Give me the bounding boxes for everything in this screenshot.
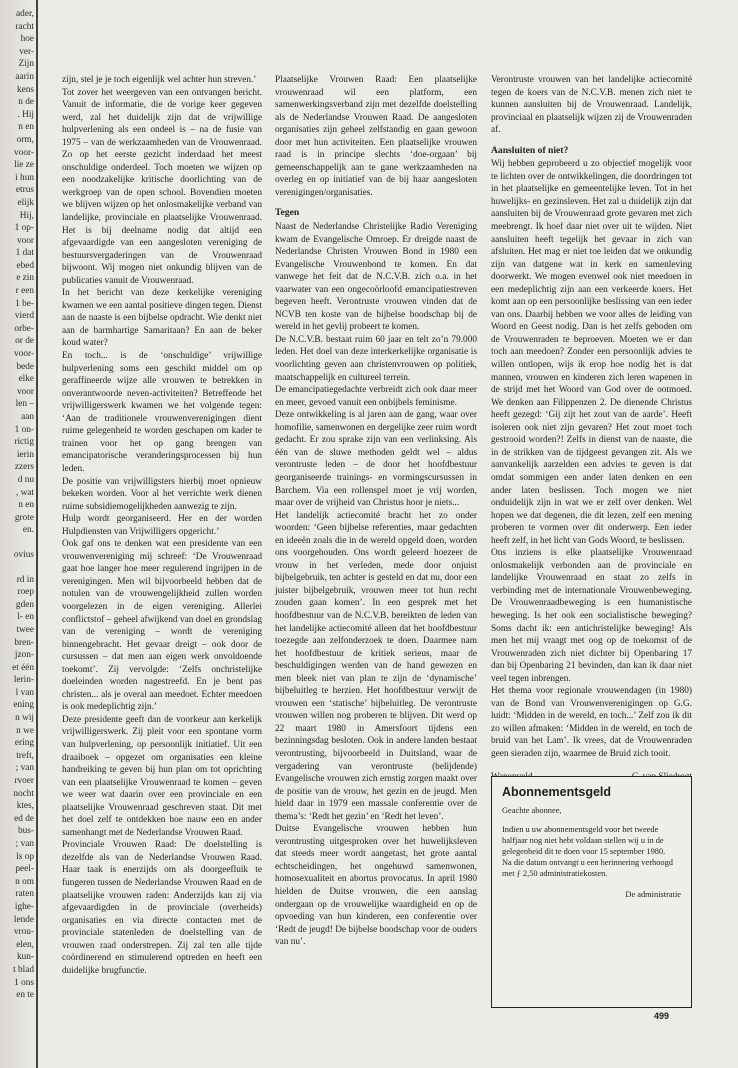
paragraph: Het thema voor regionale vrouwendagen (in 1980) van de Bond van Vrouwenverenigingen op G.G. luidt: ‘Midden in de wereld, en toch...’ Zelf zou ik dit zo willen afmaken: ‘Midden in de wereld, en toch de bruid van het Lam’. Ik vrees, dat de Vrouwenraden geen sieraden zijn, waarmee de Bruid zich tooit. [491, 686, 692, 759]
paragraph: De positie van vrijwilligsters hierbij moet opnieuw bekeken worden. Voor al het verrichte werk dienen ruime subsidiemogelijkheden aanwezig te zijn. [62, 476, 262, 512]
previous-page-edge-text [0, 8, 34, 1008]
edge-text-line: aan [21, 412, 34, 422]
edge-text-line: en. [22, 525, 34, 536]
edge-text-line: ering [14, 738, 34, 749]
paragraph: Duitse Evangelische vrouwen hebben hun verontrusting uitgesproken over het huwelijksleven dat steeds meer wordt aangetast, het grote aantal echtscheidingen, het ongehuwd samenwonen, homosexualiteit en abortus provocatus. In april 1980 hielden de Duitse vrouwen, die een aanslag ondergaan op de vrouwelijke waardigheid en op de opvoeding van hun kinderen, een conferentie over ‘Redt de jeugd! De bijbelse boodschap voor de ouders van nu’. [275, 824, 477, 948]
edge-text-line: elen, [16, 939, 34, 950]
edge-text-line: n wij [15, 713, 34, 724]
paragraph: Ook gaf ons te denken wat een presidente van een vrouwenvereniging mij schreef: ‘De Vrouwenraad gaat hoe langer hoe meer regulerend ingrijpen in de verenigingen. Men wil bijvoorbeeld hebben dat de notulen van de vrouwengelijkheid zullen worden voorgelezen in de eigen vereniging. Allerlei conflictstof – geheel afwijkend van doel en grondslag van de vereniging – wordt de vereniging binnengebracht. Het gevaar dreigt – ook door de cursussen – dat men aan eigen werk onvoldoende toekomt’. Zij vervolgde: ‘Zelfs onchristelijke doeleinden worden nagestreefd. En je bent pas christen... als je overal aan meedoet. Echter meedoen is ook medeplichtig zijn.’ [62, 539, 262, 713]
page-number: 499 [654, 1011, 670, 1021]
edge-text-line: . Hij [17, 109, 34, 120]
paragraph: Hulp wordt georganiseerd. Her en der worden Hulpdiensten van Vrijwilligers opgericht.’ [62, 514, 262, 537]
notice-body-reminder: Na die datum ontvangt u een herinnering verhoogd met ƒ 2,50 administratiekosten. [502, 858, 673, 878]
edge-text-line: ; van [15, 763, 34, 774]
edge-text-line: bede [16, 361, 34, 372]
article-column-1 [62, 74, 262, 977]
edge-text-line: voor [16, 386, 34, 397]
edge-text-line: jzon- [14, 650, 34, 661]
edge-text-line: ovius [13, 549, 34, 560]
edge-text-line: aarin [15, 71, 34, 82]
edge-text-line: zzers [14, 462, 34, 473]
edge-text-line: ierin [16, 449, 34, 460]
edge-text-line: peel- [15, 864, 34, 875]
edge-text-line: len – [15, 399, 34, 410]
edge-text-line: Zijn [18, 59, 34, 70]
edge-text-line: n we [16, 725, 34, 736]
edge-text-line: en te [16, 990, 34, 1001]
edge-text-line: voor [16, 235, 34, 246]
article-column-2 [275, 74, 477, 949]
edge-text-line: nocht [13, 788, 34, 799]
edge-text-line: n en [18, 500, 34, 511]
edge-text-line: elijk [17, 197, 34, 208]
edge-text-line: bus- [17, 826, 34, 837]
edge-text-line: ighe- [14, 901, 34, 912]
paragraph: Provinciale Vrouwen Raad: De doelstelling is dezelfde als van de Nederlandse Vrouwen Raad. Haar taak is enerzijds om als doorgeefluik te fungeren tussen de Nederlandse Vrouwen Raad en de plaatselijke vrouwen raden: Anderzijds kan zij via afgevaardigden in de provinciale (overheids) organisaties en via directe contacten met de provinciale statenleden de doelstelling van de vrouwen raad onderstrepen. Zij zal ten alle tijde coördinerend en stimulerend optreden en heeft een duidelijke brugfunctie. [62, 840, 262, 976]
paragraph: De emancipatiegedachte verbreidt zich ook daar meer en meer, gevoed vanuit een onbijbels feminisme. [275, 385, 477, 408]
notice-body-payment: Indien u uw abonnementsgeld voor het tweede halfjaar nog niet hebt voldaan stellen wij u in de gelegenheid dit te doen voor 15 september 1980. [502, 825, 666, 856]
section-heading-aansluiten: Aansluiten of niet? [491, 144, 569, 156]
edge-text-line: et één [12, 662, 34, 673]
edge-text-line: grote [14, 512, 34, 523]
edge-text-line: l van [15, 687, 34, 698]
edge-text-line: ed de [14, 813, 34, 824]
edge-text-line: ver- [19, 46, 34, 57]
edge-text-line: 1 on- [14, 424, 34, 435]
edge-text-line: twee [16, 624, 34, 635]
edge-text-line [0, 537, 34, 549]
paragraph: Wij hebben geprobeerd u zo objectief mogelijk voor te lichten over de ontwikkelingen, die doordringen tot in het plaatselijke en gemeentelijke leven. Tot in het huwelijks- en gezinsleven. Het zal u duidelijk zijn dat aansluiten bij de Vrouwenraad grote gevaren met zich meebrengt. Ik hoef daar niet over uit te wijden. Niet aansluiten heeft tegelijk het gevaar in zich van afsluiten. Het mag er niet toe leiden dat we onkundig zijn van datgene wat in kerk en samenleving doorwerkt. We mogen evenwel ook niet meedoen in een medeplichtig zijn aan een verkeerde koers. Het komt aan op een persoonlijke beslissing van een ieder van ons. Daarbij hebben we voor alles de leiding van Woord en Geest nodig. Dan is het zelfs geboden om de Vrouwenraden te beproeven. Moeten we er dan toch aan meedoen? Zonder een persoonlijk advies te willen ontlopen, wijs ik erop hoe nodig het is dat mannen, vrouwen en kinderen zich leren wapenen in de strijd met het Woord van God over de ootmoed. We denken aan Filippenzen 2. De dienende Christus heeft gezegd: ‘Gij zijt het zout van de aarde’. Heeft isoleren ook niet zijn gevaren? Het zout moet toch gestrooid worden?! Zelfs in dienst van de naaste, die in de strikken van de tijdgeest gevangen zit. Als we aanvankelijk aarzelden een advies te geven is dat omdat sommigen een ander laten denken en een ander laten beslissen. Toch mogen we niet onduidelijk zijn in wat we er zelf over denken. Wel hopen we dat degenen, die dit lezen, zelf een mening proberen te vormen over dit onderwerp. Een ieder heeft zelf, in het licht van Gods Woord, te beslissen. [491, 159, 692, 546]
edge-text-line: vierd [14, 311, 34, 322]
section-heading-tegen: Tegen [275, 207, 300, 219]
edge-text-line: lerin- [13, 675, 34, 686]
notice-title: Abonnementsgeld [502, 785, 612, 799]
paragraph: zijn, stel je je toch eigenlijk wel achter hun streven.’ [62, 75, 257, 85]
edge-text-line: elke [18, 374, 34, 385]
edge-text-line: 1 ons [14, 977, 34, 988]
edge-text-line: n om [15, 876, 34, 887]
edge-text-line: hoe [20, 34, 34, 45]
edge-text-line: , wat [15, 487, 34, 498]
edge-text-line: vrou- [13, 927, 34, 938]
edge-text-line: 1 be- [15, 298, 34, 309]
edge-text-line: ebed [16, 260, 34, 271]
edge-text-line: etrus [15, 185, 34, 196]
paragraph: Ons inziens is elke plaatselijke Vrouwenraad onlosmakelijk verbonden aan de provinciale en landelijke Vrouwenraad en staat zo zelfs in verbinding met de internationale Vrouwenbeweging. De Vrouwenraadbeweging is een humanistische beweging. Is het ook een socialistische beweging? Soms dacht ik: een antichristelijke beweging! Als men het mij vraagt met oog op de toekomst of de Vrouwenraden zich niet dichter bij Openbaring 17 dan bij Openbaring 21 bevinden, dan kan ik daar niet veel tegen inbrengen. [491, 548, 692, 684]
col2-intro-paragraphs [275, 74, 477, 199]
edge-text-line: raten [15, 889, 34, 900]
paragraph: Deze presidente geeft dan de voorkeur aan kerkelijk vrijwilligerswerk. Zij pleit voor een spontane vorm van hulpverlening, op persoonlijk initiatief. Uit een draaiboek – opgezet om organisaties een kleine handreiking te geven bij hun plan om tot oprichting van een plaatselijke Vrouwenraad te komen – geven we weer wat daarin over een provinciale en een plaatselijke Vrouwenraad geschreven staat. Dit met het doel zelf te ontdekken hoe nauw een en ander samenhangt met de Nederlandse Vrouwen Raad. [62, 714, 262, 838]
notice-signoff: De administratie [625, 890, 681, 899]
edge-text-line: t blad [13, 964, 34, 975]
paragraph: Het landelijk actiecomité bracht het zo onder woorden: ‘Geen bijbelse referenties, maar gedachten en ideeën zoals die in de wereld opgeld doen, worden ons voorgehouden. Ons wordt geleerd hoezeer de vrouw in het verleden, mede door onjuist bijbelgebruik, ten achter is gesteld en dat nu, door een juister bijbelgebruik, vrouwen meer tot hun recht zouden gaan komen’. In een gesprek met het hoofdbestuur van de N.C.V.B. bereikten de leden van het landelijke actiecomité alleen dat het hoofdbestuur toezegde aan zelfonderzoek te doen. Daarmee nam het hoofdbestuur de kritiek serieus, maar de beschuldigingen werden van de hand gewezen en men bleek niet van plan te zijn de ‘dynamische’ bijbeluitleg te herzien. Het hoofdbestuur verwijt de vrouwen een ‘statische’ bijbeluitleg. De verontruste vrouwen willen nog proberen te blijven. Dit werd op 22 maart 1980 in Amersfoort tijdens een bezinningsdag besloten. Ook in andere landen bestaat verontrusting, bijvoorbeeld in Duitsland, waar de vergadering van verontruste (belijdende) Evangelische vrouwen zich ernstig zorgen maakt over de positie van de vrouw, het gezin en de jeugd. Men hield daar in 1979 een massale conferentie over de thema’s: ‘Redt het gezin’ en ‘Redt het leven’. [275, 510, 477, 822]
paragraph: Verontruste vrouwen van het landelijke actiecomité tegen de koers van de N.C.V.B. menen zich niet te kunnen aansluiten bij de Vrouwenraad. Landelijk, provinciaal en plaatselijk wijzen zij de Vrouwenraden af. [491, 75, 692, 136]
edge-text-line: voor- [14, 147, 34, 158]
edge-text-line: r een [15, 286, 34, 297]
edge-text-line: d nu [17, 474, 34, 485]
notice-salutation: Geachte abonnee, [502, 806, 562, 815]
article-column-3 [491, 74, 692, 787]
edge-text-line [0, 562, 34, 574]
edge-text-line: n de [18, 97, 34, 108]
edge-text-line: e zin [16, 273, 34, 284]
paragraph: Plaatselijke Vrouwen Raad: Een plaatselijke vrouwenraad wil een platform, een samenwerkingsverband zijn met dezelfde doelstelling als de Nederlandse Vrouwen Raad. De aangesloten organisaties zijn geheel zelfstandig en gaan gewoon door met hun activiteiten. Een plaatselijke vrouwen raad is in principe slechts ‘doe-orgaan’ bij gemeenschappelijk aan te gane werkzaamheden na overleg en op initiatief van de bij haar aangesloten verenigingen/organisaties. [275, 75, 477, 198]
paragraph: Deze ontwikkeling is al jaren aan de gang, waar over homofilie, samenwonen en dergelijke zeer ruim wordt gedacht. Er zou sprake zijn van een verlinksing. Als één van de sluwe methoden geldt wel – aldus verontruste leden – de door het hoofdbestuur georganiseerde trainings- en vormingscursussen in Barchem. Via een rollenspel moet je vrij worden, maar over de vrijheid van Christus hoor je niets... [275, 410, 477, 509]
edge-text-line: 1 dat [15, 248, 34, 259]
edge-text-line: n en [18, 122, 34, 133]
edge-text-line: lende [13, 914, 34, 925]
edge-text-line: rvoer [14, 776, 34, 787]
edge-text-line: i hun [15, 172, 34, 183]
edge-text-line: 1 op- [14, 223, 34, 234]
edge-text-line: gden [15, 599, 34, 610]
paragraph: En toch... is de ‘onschuldige’ vrijwillige hulpverlening soms een geschikt middel om op geraffineerde wijze alle vrouwen te betrekken in onverantwoorde neven-activiteiten? Betreffende het vrijwilligerswerk kwamen we het volgende tegen: ‘Aan de traditionele vrouwenverenigingen dient ruime gelegenheid te worden geschapen om kader te trainen voor het op gang brengen van emancipatorische veranderingsprocessen bij hun leden. [62, 351, 262, 474]
edge-text-line: rd in [16, 574, 34, 585]
paragraph: Naast de Nederlandse Christelijke Radio Vereniging kwam de Evangelische Omroep. Er dreigde naast de Nederlandse Christen Vrouwen Bond in 1980 een Evangelische Vrouwenbond te komen. En dat vanwege het feit dat de N.C.V.B. zich o.a. in het vaarwater van een ongecoörloofd emancipatiestreven begeven heeft. Verontruste vrouwen vinden dat de NCVB ten koste van de bijbelse boodschap bij de wereld in het gevlij probeert te komen. [275, 222, 477, 333]
edge-text-line: rictig [14, 437, 34, 448]
paragraph: In het bericht van deze kerkelijke vereniging kwamen we een aantal positieve dingen tegen. Dienst aan de naaste is een bijbelse opdracht. Wie denkt niet aan de barmhartige Samaritaan? En aan de beker koud water? [62, 288, 262, 349]
edge-text-line: l- en [17, 612, 34, 623]
paragraph: De N.C.V.B. bestaat ruim 60 jaar en telt zo’n 79.000 leden. Het doel van deze interkerkelijke organisatie is voorlichting geven aan christenvrouwen op politiek, maatschappelijk en cultureel terrein. [275, 334, 477, 383]
edge-text-line: Hij, [19, 210, 34, 221]
edge-text-line: roep [17, 587, 34, 598]
edge-text-line: voor- [14, 349, 34, 360]
paragraph: Tot zover het weergeven van een ontvangen bericht. Vanuit de informatie, die de vorige keer gegeven werd, zal het duidelijk zijn dat de vrijwillige hulpverlening als een ondeel is – na de fusie van 1975 – van de werkzaamheden van de Vrouwenraad. Zo op het eerste gezicht inderdaad het meest onschuldige onderdeel. Toch moeten we wijzen op een noodzakelijke kritische doorlichting van de werkgroep van de open school. Bovendien moeten we blijven wijzen op het onlosmakelijke verband van landelijke, provinciale en plaatselijke Vrouwenraad. Het is bij deelname nodig dat altijd een afgevaardigde van een aangesloten vereniging de bestuursvergaderingen van de Vrouwenraad bijwoont. Wij mogen niet onkundig blijven van de publicaties vanuit de Vrouwenraad. [62, 87, 262, 286]
edge-text-line: ; van [15, 839, 34, 849]
edge-text-line: orbe- [14, 323, 34, 334]
col3-body-paragraphs [491, 158, 692, 760]
edge-text-line: kun- [16, 952, 34, 963]
edge-text-line: treft, [16, 750, 34, 761]
edge-text-line: ls op [16, 851, 34, 862]
edge-text-line: ader, [16, 9, 34, 19]
edge-text-line: ening [13, 700, 34, 711]
edge-text-line: kens [16, 84, 34, 95]
subscription-notice-box [491, 776, 692, 1008]
page-fold-line [36, 0, 38, 1068]
edge-text-line: lie ze [14, 160, 34, 171]
edge-text-line: orm, [16, 134, 34, 145]
edge-text-line: racht [15, 21, 34, 32]
edge-text-line: or de [15, 336, 34, 347]
edge-text-line: bren- [14, 637, 34, 648]
edge-text-line: ktes, [16, 801, 34, 812]
col3-intro-paragraphs [491, 74, 692, 137]
col2-body-paragraphs [275, 221, 477, 949]
